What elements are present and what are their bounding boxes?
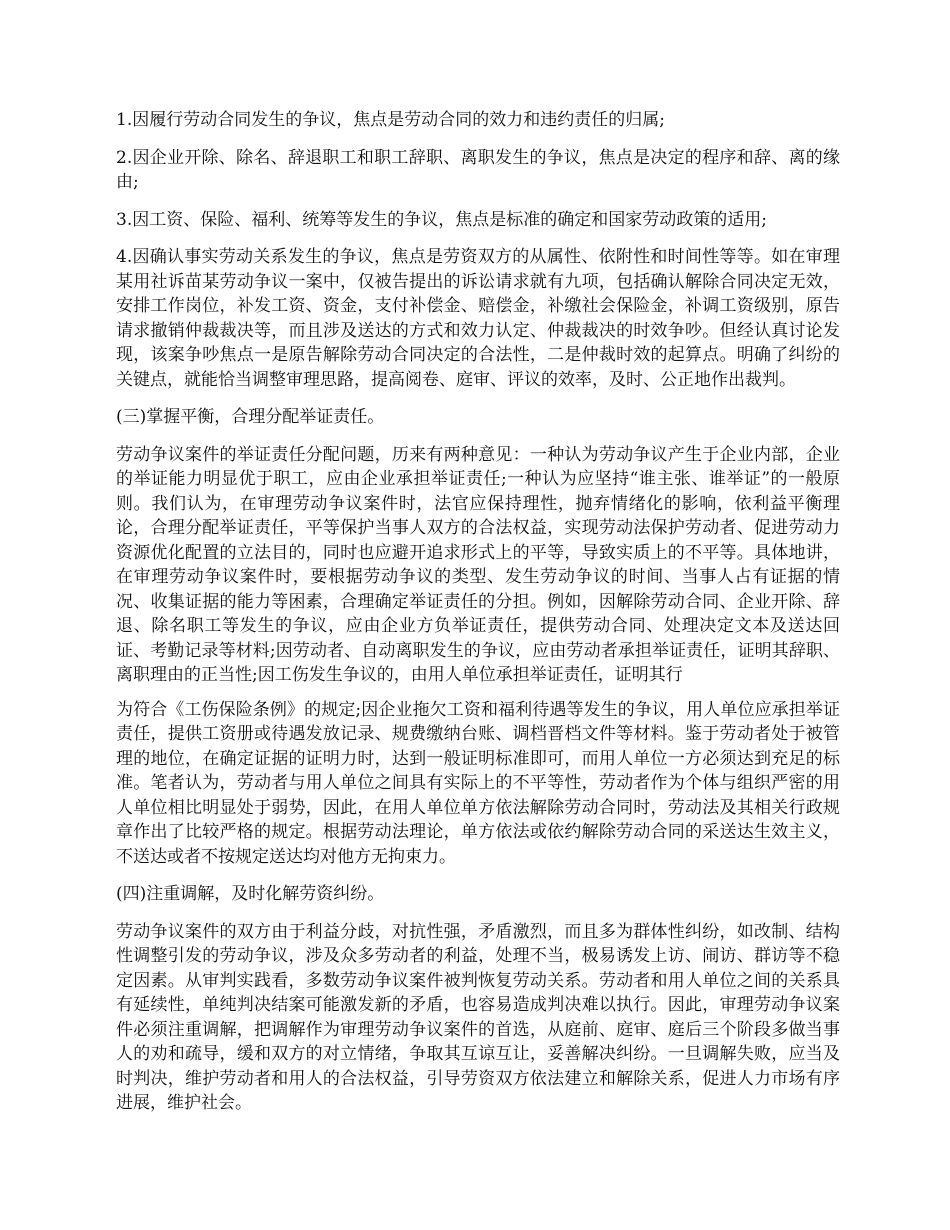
paragraph-item-2: 2.因企业开除、除名、辞退职工和职工辞职、离职发生的争议，焦点是决定的程序和辞、离的缘由; xyxy=(116,147,840,192)
paragraph-burden-of-proof-continued: 为符合《工伤保险条例》的规定;因企业拖欠工资和福利待遇等发生的争议，用人单位应承担举证责任，提供工资册或待遇发放记录、规费缴纳台账、调档晋档文件等材料。鉴于劳动者处于被管理的地位，在确定证据的证明力时，达到一般证明标准即可，而用人单位一方必须达到充足的标准。笔者认为，劳动者与用人单位之间具有实际上的不平等性，劳动者作为个体与组织严密的用人单位相比明显处于弱势，因此，在用人单位单方依法解除劳动合同时，劳动法及其相关行政规章作出了比较严格的规定。根据劳动法理论，单方依法或依约解除劳动合同的采送达生效主义，不送达或者不按规定送达均对他方无拘束力。 xyxy=(116,699,840,867)
paragraph-item-1: 1.因履行劳动合同发生的争议，焦点是劳动合同的效力和违约责任的归属; xyxy=(116,110,665,130)
section-heading-4: (四)注重调解，及时化解劳资纠纷。 xyxy=(116,884,385,904)
paragraph-item-3: 3.因工资、保险、福利、统筹等发生的争议，焦点是标准的确定和国家劳动政策的适用; xyxy=(116,209,767,230)
paragraph-burden-of-proof: 劳动争议案件的举证责任分配问题，历来有两种意见：一种认为劳动争议产生于企业内部，企业的举证能力明显优于职工，应由企业承担举证责任;一种认为应坚持“谁主张、谁举证”的一般原则。我们认为，在审理劳动争议案件时，法官应保持理性，抛弃情绪化的影响，依利益平衡理论，合理分配举证责任，平等保护当事人双方的合法权益，实现劳动法保护劳动者、促进劳动力资源优化配置的立法目的，同时也应避开追求形式上的平等，导致实质上的不平等。具体地讲，在审理劳动争议案件时，要根据劳动争议的类型、发生劳动争议的时间、当事人占有证据的情况、收集证据的能力等困素，合理确定举证责任的分担。例如，因解除劳动合同、企业开除、辞退、除名职工等发生的争议，应由企业方负举证责任，提供劳动合同、处理决定文本及送达回证、考勤记录等材料;因劳动者、自动离职发生的争议，应由劳动者承担举证责任，证明其辞职、离职理由的正当性;因工伤发生争议的，由用人单位承担举证责任，证明其行 xyxy=(116,444,840,685)
paragraph-mediation: 劳动争议案件的双方由于利益分歧，对抗性强，矛盾激烈，而且多为群体性纠纷，如改制、结构性调整引发的劳动争议，涉及众多劳动者的利益，处理不当，极易诱发上访、闹访、群访等不稳定因素。从审判实践看，多数劳动争议案件被判恢复劳动关系。劳动者和用人单位之间的关系具有延续性，单纯判决结案可能激发新的矛盾，也容易造成判决难以执行。因此，审理劳动争议案件必须注重调解，把调解作为审理劳动争议案件的首选，从庭前、庭审、庭后三个阶段多做当事人的劝和疏导，缓和双方的对立情绪，争取其互谅互让，妥善解决纠纷。一旦调解失败，应当及时判决，维护劳动者和用人的合法权益，引导劳资双方依法建立和解除关系，促进人力市场有序进展，维护社会。 xyxy=(116,921,840,1113)
paragraph-item-4: 4.因确认事实劳动关系发生的争议，焦点是劳资双方的从属性、依附性和时间性等等。如在审理某用社诉苗某劳动争议一案中，仅被告提出的诉讼请求就有九项，包括确认解除合同决定无效，安排工作岗位，补发工资、资金，支付补偿金、赔偿金，补缴社会保险金，补调工资级别，原告请求撤销仲裁裁决等，而且涉及送达的方式和效力认定、仲裁裁决的时效争吵。但经认真讨论发现，该案争吵焦点一是原告解除劳动合同决定的合法性，二是仲裁时效的起算点。明确了纠纷的关键点，就能恰当调整审理思路，提高阅卷、庭审、评议的效率，及时、公正地作出裁判。 xyxy=(116,247,840,390)
section-heading-3: (三)掌握平衡，合理分配举证责任。 xyxy=(116,407,385,427)
document-body xyxy=(116,108,840,1129)
